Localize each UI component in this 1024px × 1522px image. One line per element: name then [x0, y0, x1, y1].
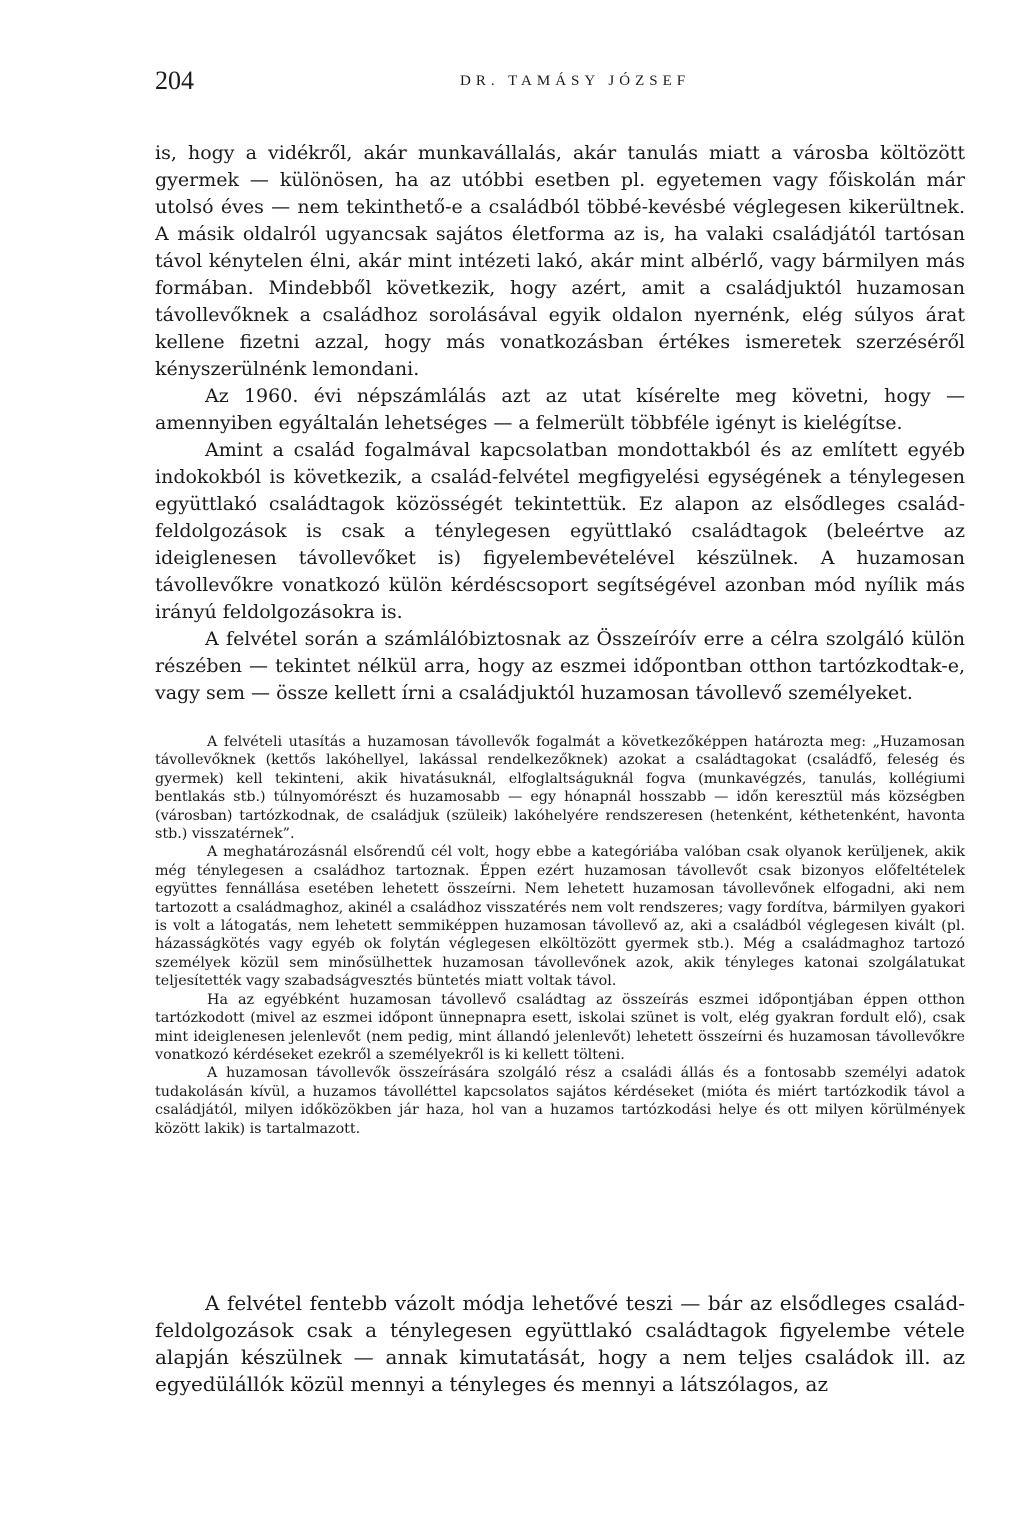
page-number: 204 [155, 66, 194, 95]
final-paragraph: A felvétel fentebb vázolt módja lehetővé teszi — bár az elsődleges család-feldolgozások csak a ténylegesen együttlakó családtagok figyelembe vétele alapján készülnek — annak kimutatását, hogy a nem teljes családok ill. az egyedülállók közül mennyi a tényleges és mennyi a látszólagos, az [155, 1291, 965, 1396]
note-paragraph: A huzamosan távollevők összeírására szolgáló rész a családi állás és a fontosabb személyi adatok tudakolásán kívül, a huzamos távolléttel kapcsolatos sajátos kérdéseket (mióta és miért tartózkodik távol a családjától, milyen időközökben jár haza, hol van a huzamos tartózkodási helye és ott milyen körülmények között lakik) is tartalmazott. [155, 1065, 965, 1137]
running-head: DR. TAMÁSY JÓZSEF [460, 73, 691, 89]
note-paragraph: Ha az egyébként huzamosan távollevő családtag az összeírás eszmei időpontjában éppen otthon tartózkodott (mivel az eszmei időpont ünnepnapra esett, iskolai szünet is volt, elég gyakran fordult elő), csak mint ideiglenesen jelenlevőt (nem pedig, mint állandó jelenlevőt) lehetett összeírni és huzamosan távollevőkre vonatkozó kérdéseket ezekről a személyekről is ki kellett tölteni. [155, 991, 965, 1063]
main-paragraph: Amint a család fogalmával kapcsolatban mondottakból és az említett egyéb indokokból is következik, a család-felvétel megfigyelési egységének a ténylegesen együttlakó családtagok közösségét tekintettük. Ez alapon az elsődleges család-feldolgozások is csak a ténylegesen együttlakó családtagok (beleértve az ideiglenesen távollevőket is) figyelembevételével készülnek. A huzamosan távollevőkre vonatkozó külön kérdéscsoport segítségével azonban mód nyílik más irányú feldolgozásokra is. [155, 439, 965, 623]
note-paragraph: A felvételi utasítás a huzamosan távollevők fogalmát a következőképpen határozta meg: „Huzamosan távollevőknek (kettős lakóhellyel, lakással rendelkezőknek) azokat a családtagokat (családfő, feleség és gyermek) kell tekinteni, akik hivatásuknál, elfoglaltságuknál fogva (munkavégzés, tanulás, kollégiumi bentlakás stb.) túlnyomórészt és huzamosabb — egy hónapnál hosszabb — időn keresztül más községben (városban) tartózkodnak, de családjuk (szüleik) lakóhelyére rendszeresen (hetenként, kéthetenként, havonta stb.) visszatérnek”. [155, 734, 965, 843]
main-paragraph: is, hogy a vidékről, akár munkavállalás, akár tanulás miatt a városba költözött gyermek — különösen, ha az utóbbi esetben pl. egyetemen vagy főiskolán már utolsó éves — nem tekinthető-e a családból többé-kevésbé véglegesen kikerültnek. A másik oldalról ugyancsak sajátos életforma az is, ha valaki családjától tartósan távol kénytelen élni, akár mint intézeti lakó, akár mint albérlő, vagy bármilyen más formában. Mindebből következik, hogy azért, amit a családjuktól huzamosan távollevőknek a családhoz sorolásával egyik oldalon nyernénk, elég súlyos árat kellene fizetni azzal, hogy más vonatkozásban értékes ismeretek szerzéséről kényszerülnénk lemondani. [155, 142, 965, 380]
main-paragraph: A felvétel során a számlálóbiztosnak az Összeíróív erre a célra szolgáló külön részében — tekintet nélkül arra, hogy az eszmei időpontban otthon tartózkodtak-e, vagy sem — össze kellett írni a családjuktól huzamosan távollevő személyeket. [155, 628, 965, 704]
main-text [155, 140, 965, 707]
note-paragraph: A meghatározásnál elsőrendű cél volt, hogy ebbe a kategóriába valóban csak olyanok kerüljenek, akik még ténylegesen a családhoz tartoznak. Éppen ezért huzamosan távollevőt csak bizonyos előfeltételek együttes fennállása esetében lehetett összeírni. Nem lehetett huzamosan távollevőnek elfogadni, aki nem tartozott a családmaghoz, akinél a családhoz visszatérés nem volt rendszeres; vagy fordítva, bármilyen gyakori is volt a látogatás, nem lehetett semmiképpen huzamosan távollevő az, aki a családból véglegesen kivált (pl. házasságkötés vagy egyéb ok folytán véglegesen elköltözött gyermek stb.). Még a családmaghoz tartozó személyek közül sem minősülhettek huzamosan távollevőnek azok, akik tényleges katonai szolgálatukat teljesítették vagy szabadságvesztés büntetés miatt voltak távol. [155, 844, 965, 990]
note-text [155, 733, 965, 1138]
final-text [155, 1290, 965, 1398]
main-paragraph: Az 1960. évi népszámlálás azt az utat kísérelte meg követni, hogy — amennyiben egyáltalán lehetséges — a felmerült többféle igényt is kielégítse. [155, 385, 965, 434]
page-header [155, 66, 965, 100]
